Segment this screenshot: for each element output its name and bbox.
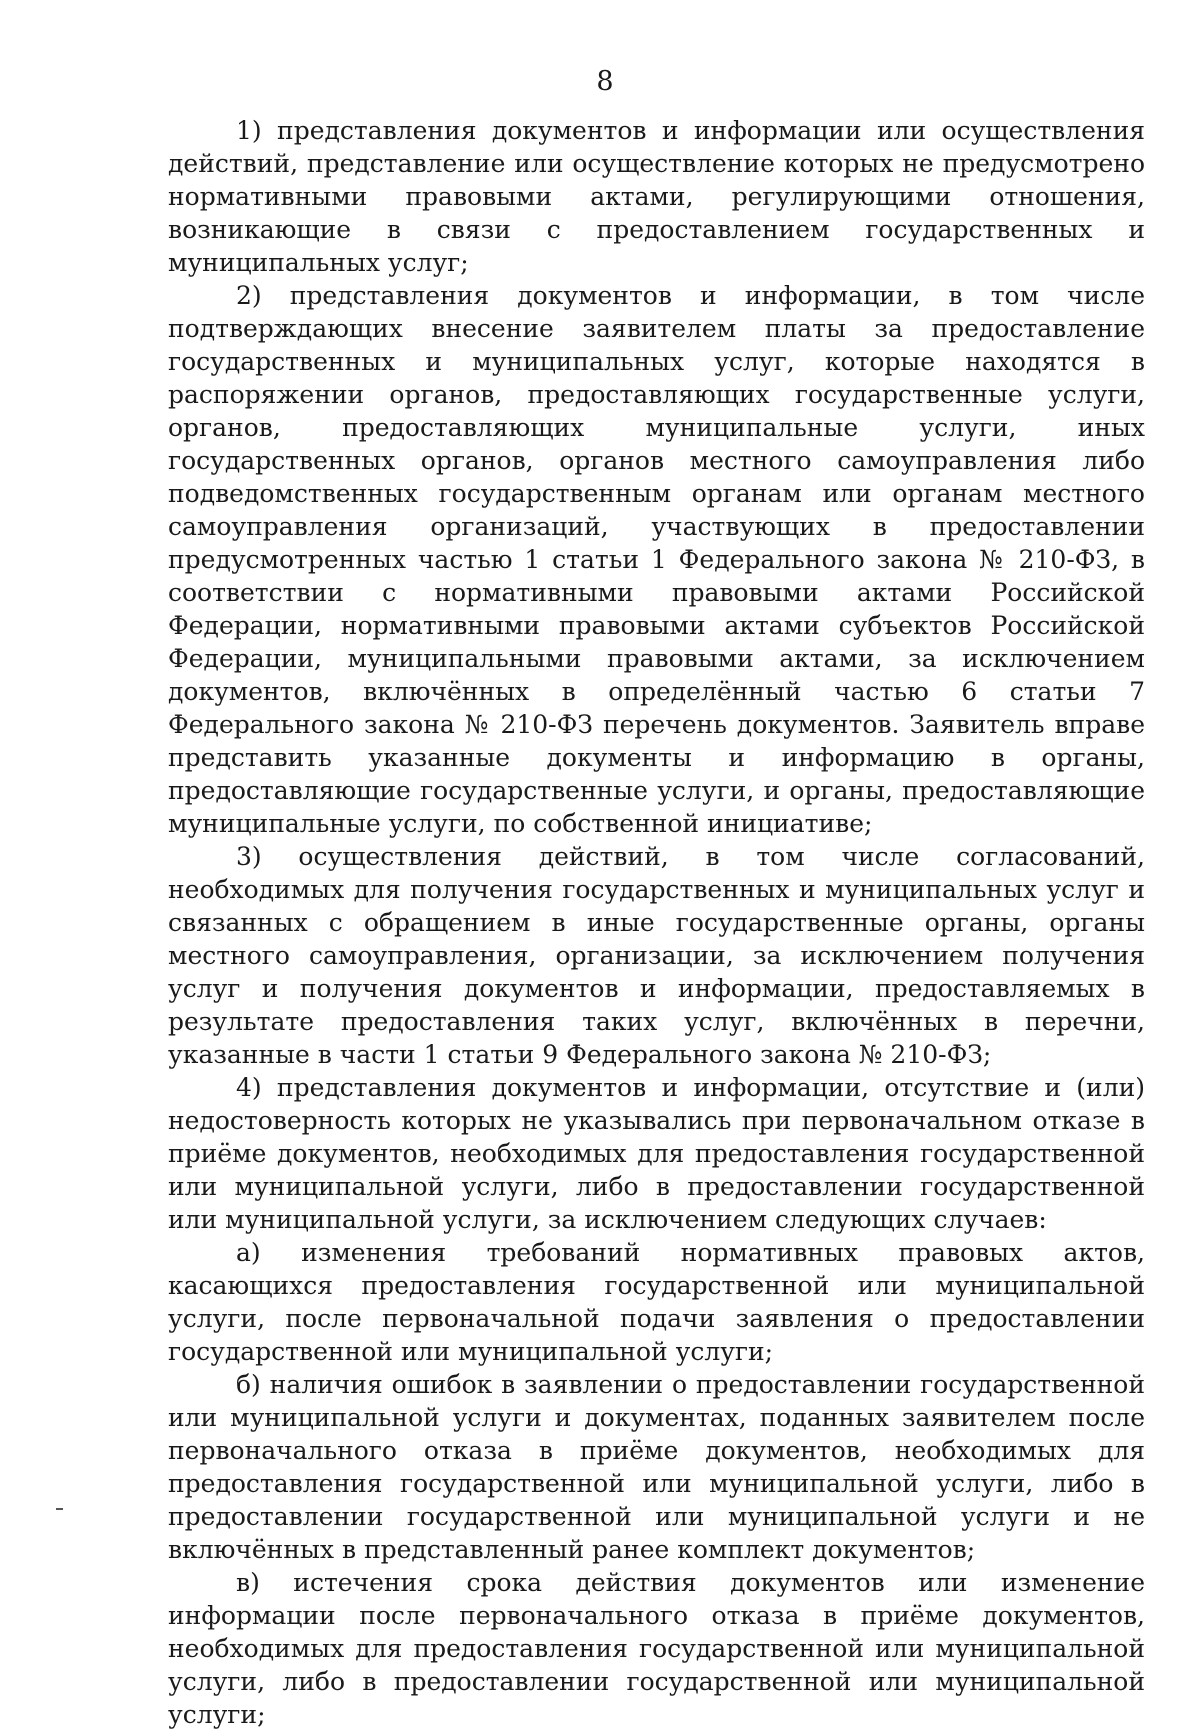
document-body — [168, 114, 1145, 1731]
page-number: 8 — [596, 66, 614, 97]
paragraph-item-4: 4) представления документов и информации, отсутствие и (или) недостоверность которых не указывались при первоначальном отказе в приёме документов, необходимых для предоставления государственной или муниципальной услуги, либо в предоставлении государственной или муниципальной услуги, за исключением следующих случаев: — [168, 1073, 1145, 1234]
paragraph-item-2: 2) представления документов и информации, в том числе подтверждающих внесение заявителем платы за предоставление государственных и муниципальных услуг, которые находятся в распоряжении органов, предоставляющих государственные услуги, органов, предоставляющих муниципальные услуги, иных государственных органов, органов местного самоуправления либо подведомственных государственным органам или органам местного самоуправления организаций, участвующих в предоставлении предусмотренных частью 1 статьи 1 Федерального закона № 210-ФЗ, в соответствии с нормативными правовыми актами Российской Федерации, нормативными правовыми актами субъектов Российской Федерации, муниципальными правовыми актами, за исключением документов, включённых в определённый частью 6 статьи 7 Федерального закона № 210-ФЗ перечень документов. Заявитель вправе представить указанные документы и информацию в органы, предоставляющие государственные услуги, и органы, предоставляющие муниципальные услуги, по собственной инициативе; — [168, 281, 1145, 838]
paragraph-item-1: 1) представления документов и информации или осуществления действий, представление или осуществление которых не предусмотрено нормативными правовыми актами, регулирующими отношения, возникающие в связи с предоставлением государственных и муниципальных услуг; — [168, 116, 1145, 277]
paragraph-subitem-b: б) наличия ошибок в заявлении о предоставлении государственной или муниципальной услуги и документах, поданных заявителем после первоначального отказа в приёме документов, необходимых для предоставления государственной или муниципальной услуги, либо в предоставлении государственной или муниципальной услуги и не включённых в представленный ранее комплект документов; — [168, 1370, 1145, 1564]
scan-mark — [56, 1508, 63, 1510]
paragraph-subitem-v: в) истечения срока действия документов или изменение информации после первоначального отказа в приёме документов, необходимых для предоставления государственной или муниципальной услуги, либо в предоставлении государственной или муниципальной услуги; — [168, 1568, 1145, 1729]
paragraph-subitem-a: а) изменения требований нормативных правовых актов, касающихся предоставления государственной или муниципальной услуги, после первоначальной подачи заявления о предоставлении государственной или муниципальной услуги; — [168, 1238, 1145, 1366]
paragraph-item-3: 3) осуществления действий, в том числе согласований, необходимых для получения государственных и муниципальных услуг и связанных с обращением в иные государственные органы, органы местного самоуправления, организации, за исключением получения услуг и получения документов и информации, предоставляемых в результате предоставления таких услуг, включённых в перечни, указанные в части 1 статьи 9 Федерального закона № 210-ФЗ; — [168, 842, 1145, 1069]
